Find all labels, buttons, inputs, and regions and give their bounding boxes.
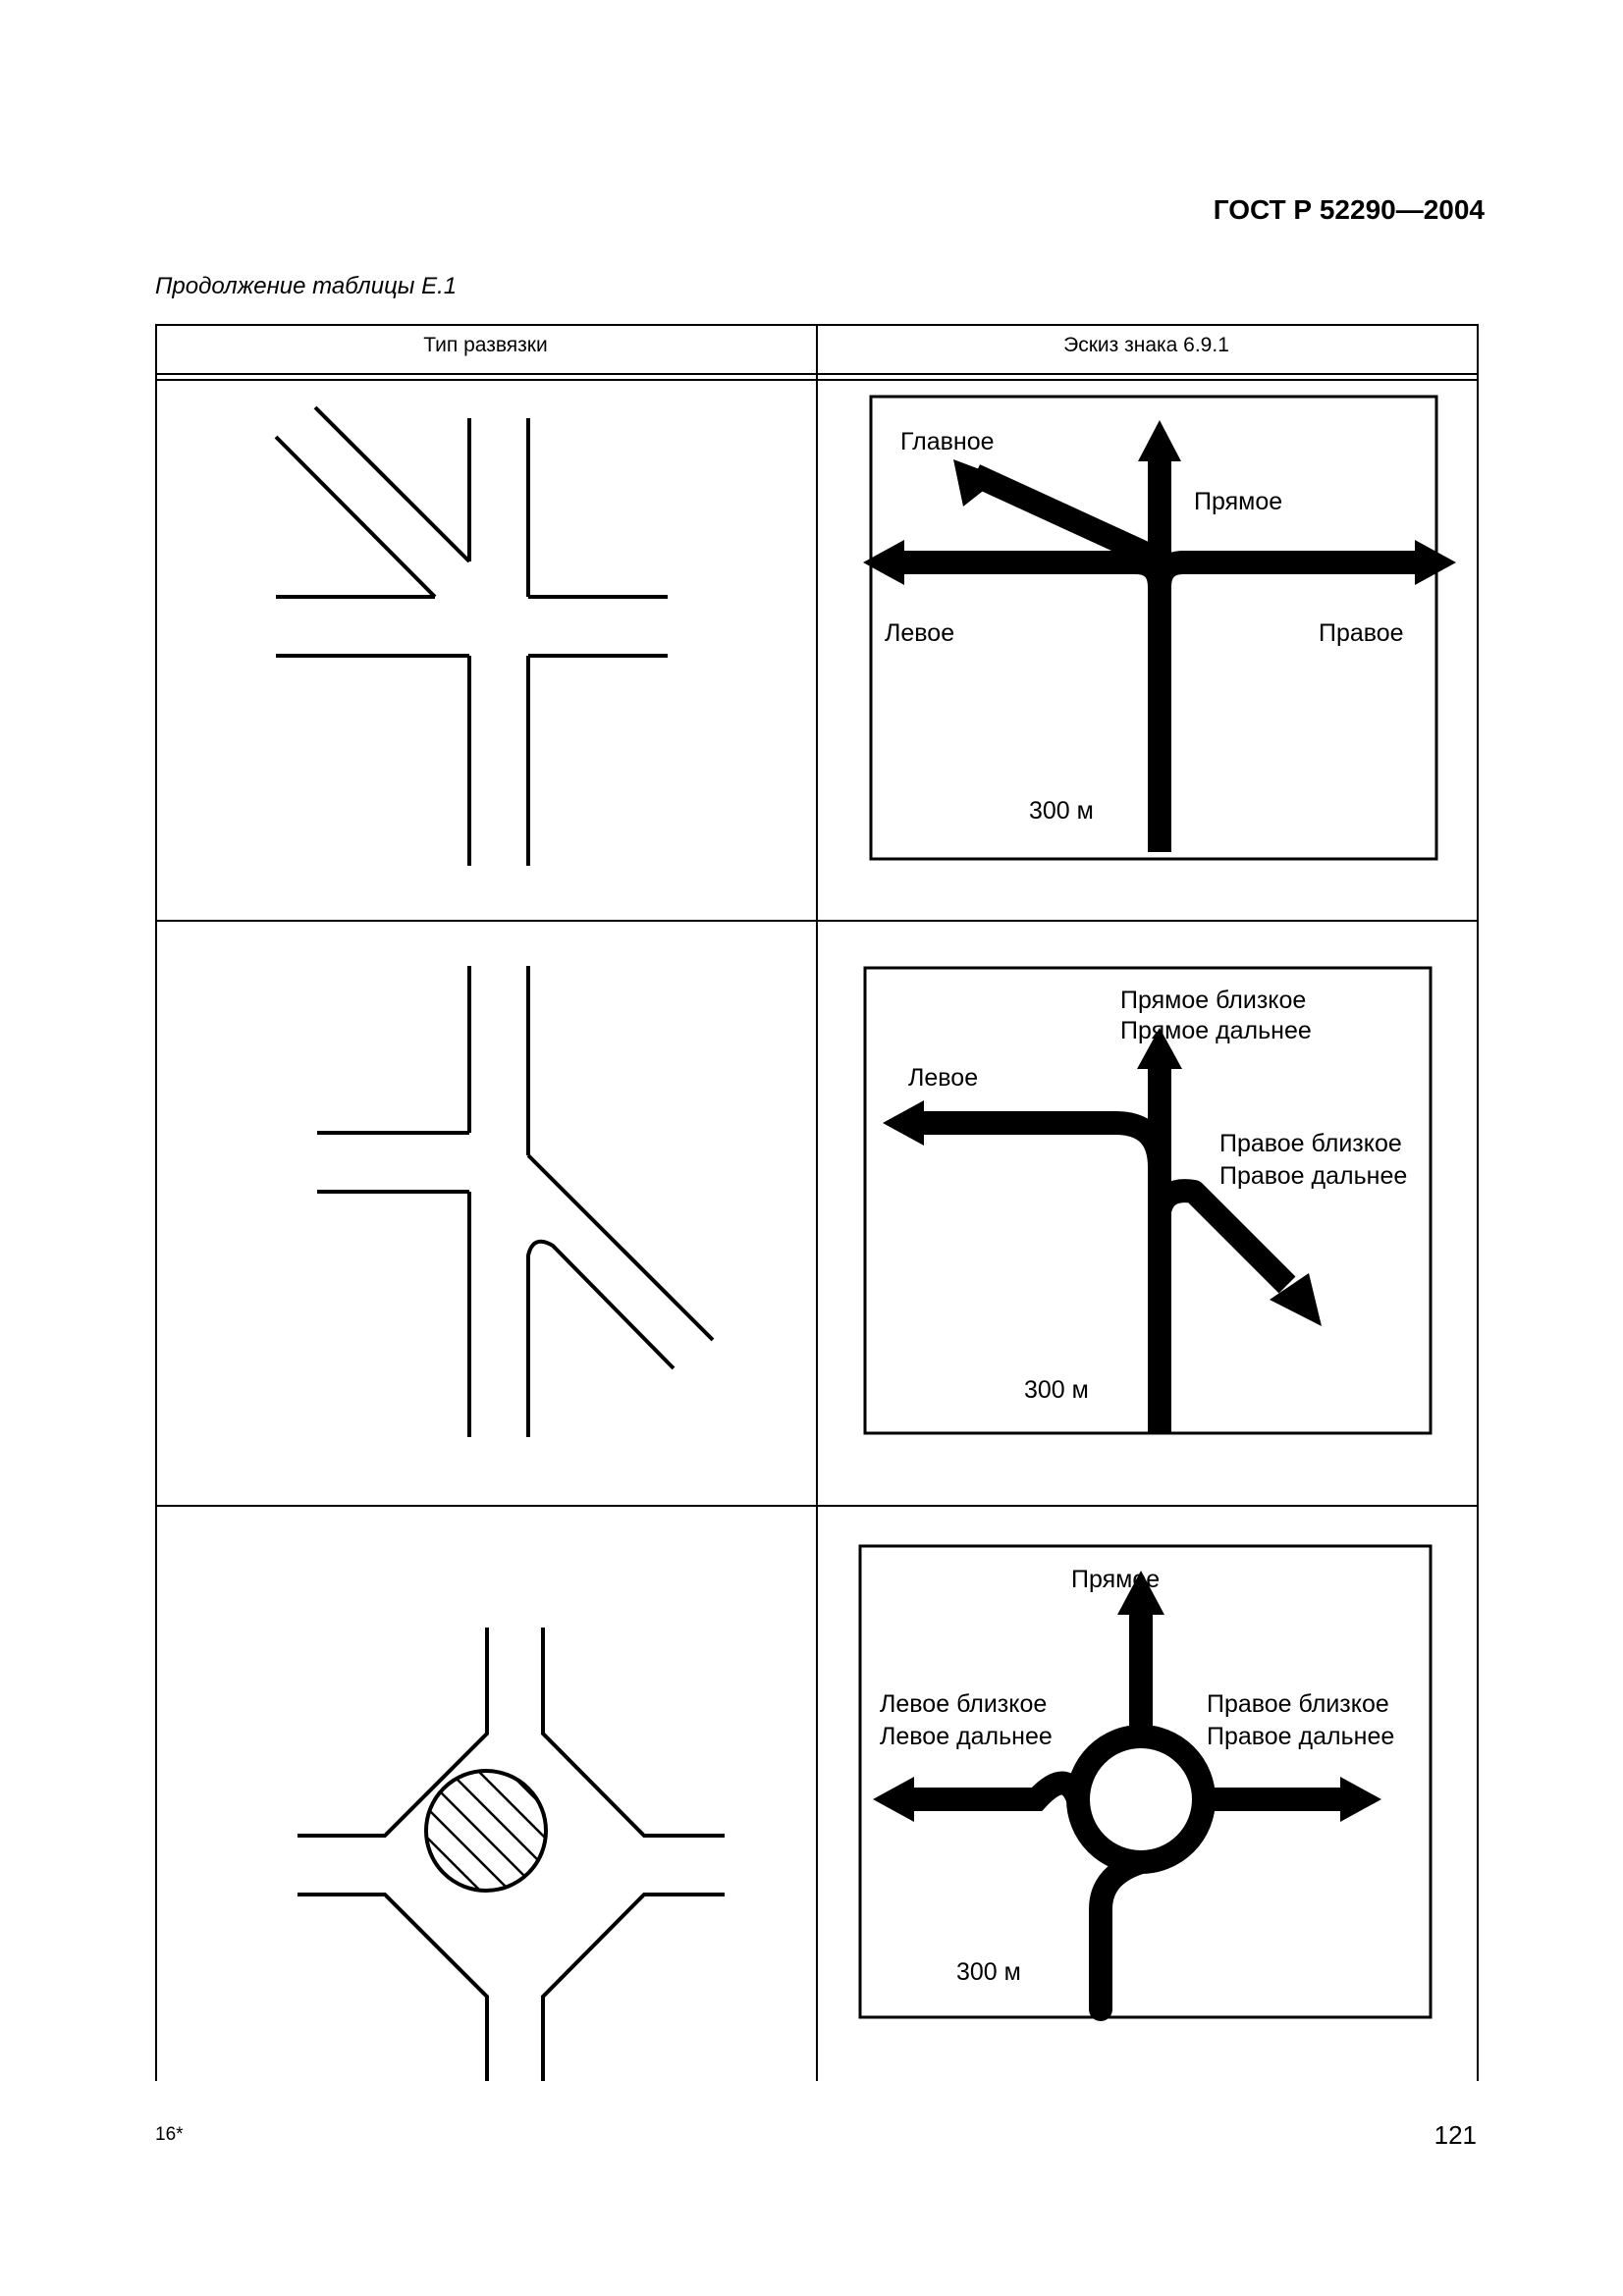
label-main: Главное [900, 428, 995, 455]
label-left: Левое [908, 1064, 979, 1092]
label-right-near: Правое близкое [1219, 1130, 1402, 1157]
label-left-near: Левое близкое [880, 1690, 1048, 1718]
table-border-right [1477, 324, 1479, 2081]
table-border-top [155, 324, 1479, 326]
header-rule [155, 373, 1479, 375]
label-distance: 300 м [1024, 1376, 1089, 1404]
column-header: Эскиз знака 6.9.1 [1063, 334, 1229, 356]
sign-sketch [816, 381, 1477, 920]
label-right: Правое [1319, 619, 1404, 647]
sign-sketch [816, 1507, 1477, 2081]
column-header: Тип развязки [423, 334, 548, 356]
label-left-far: Левое дальнее [880, 1723, 1053, 1750]
label-straight: Прямое [1071, 1566, 1161, 1593]
junction-diagram [155, 1507, 816, 2081]
label-left: Левое [885, 619, 955, 647]
label-right-far: Правое дальнее [1219, 1162, 1408, 1190]
document-code: ГОСТ Р 52290—2004 [1213, 194, 1485, 225]
table [155, 324, 1479, 2081]
label-distance: 300 м [1029, 797, 1094, 825]
label-distance: 300 м [956, 1958, 1021, 1986]
label-straight-near: Прямое близкое [1120, 987, 1307, 1014]
junction-diagram [155, 381, 816, 920]
page-number: 121 [1434, 2120, 1477, 2150]
label-right-far: Правое дальнее [1207, 1723, 1395, 1750]
junction-diagram [155, 922, 816, 1505]
label-right-near: Правое близкое [1207, 1690, 1389, 1718]
label-straight-far: Прямое дальнее [1120, 1017, 1312, 1044]
sheet-mark: 16* [155, 2124, 184, 2145]
sign-sketch [816, 922, 1477, 1505]
label-straight: Прямое [1194, 488, 1283, 515]
table-caption: Продолжение таблицы Е.1 [155, 273, 458, 299]
